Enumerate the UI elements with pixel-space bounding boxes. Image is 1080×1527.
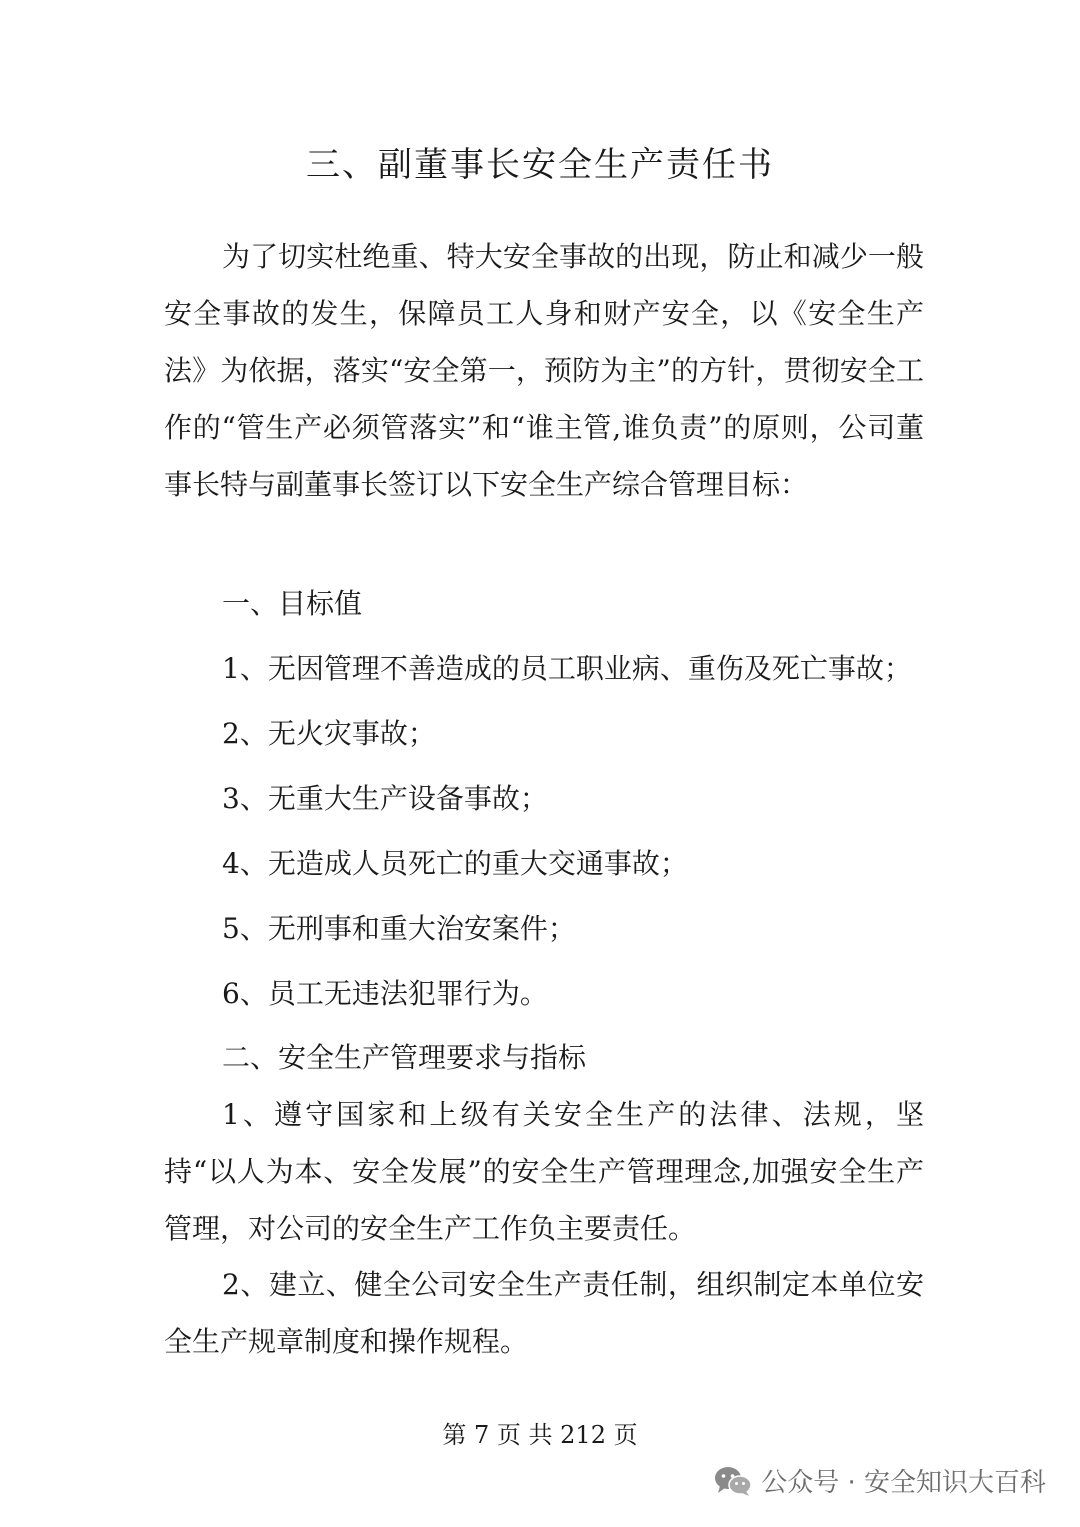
section-heading-requirements: 二、安全生产管理要求与指标 xyxy=(222,1041,587,1074)
target-item-2: 2、无火灾事故； xyxy=(222,717,436,750)
requirement-item-1-block xyxy=(164,1086,924,1257)
requirement-item-2: 2、建立、健全公司安全生产责任制，组织制定本单位安全生产规章制度和操作规程。 xyxy=(164,1268,924,1358)
watermark xyxy=(713,1462,1046,1499)
intro-paragraph-block xyxy=(164,228,924,513)
section-heading-targets: 一、目标值 xyxy=(222,587,363,620)
page-number-footer: 第 7 页 共 212 页 xyxy=(442,1421,638,1449)
target-item-4: 4、无造成人员死亡的重大交通事故； xyxy=(222,847,688,880)
target-item-6: 6、员工无违法犯罪行为。 xyxy=(222,977,548,1010)
wechat-icon xyxy=(713,1464,753,1498)
page-title: 三、副董事长安全生产责任书 xyxy=(306,145,774,185)
target-item-1: 1、无因管理不善造成的员工职业病、重伤及死亡事故； xyxy=(222,652,912,685)
watermark-text: 公众号 · 安全知识大百科 xyxy=(761,1468,1046,1498)
requirement-item-1: 1、遵守国家和上级有关安全生产的法律、法规，坚持“以人为本、安全发展”的安全生产管理理念,加强安全生产管理，对公司的安全生产工作负主要责任。 xyxy=(164,1098,924,1245)
requirement-item-2-block xyxy=(164,1256,924,1370)
target-item-3: 3、无重大生产设备事故； xyxy=(222,782,548,815)
intro-paragraph: 为了切实杜绝重、特大安全事故的出现，防止和减少一般安全事故的发生，保障员工人身和财产安全，以《安全生产法》为依据，落实“安全第一，预防为主”的方针，贯彻安全工作的“管生产必须管落实”和“谁主管,谁负责”的原则，公司董事长特与副董事长签订以下安全生产综合管理目标： xyxy=(164,240,924,501)
target-item-5: 5、无刑事和重大治安案件； xyxy=(222,912,576,945)
